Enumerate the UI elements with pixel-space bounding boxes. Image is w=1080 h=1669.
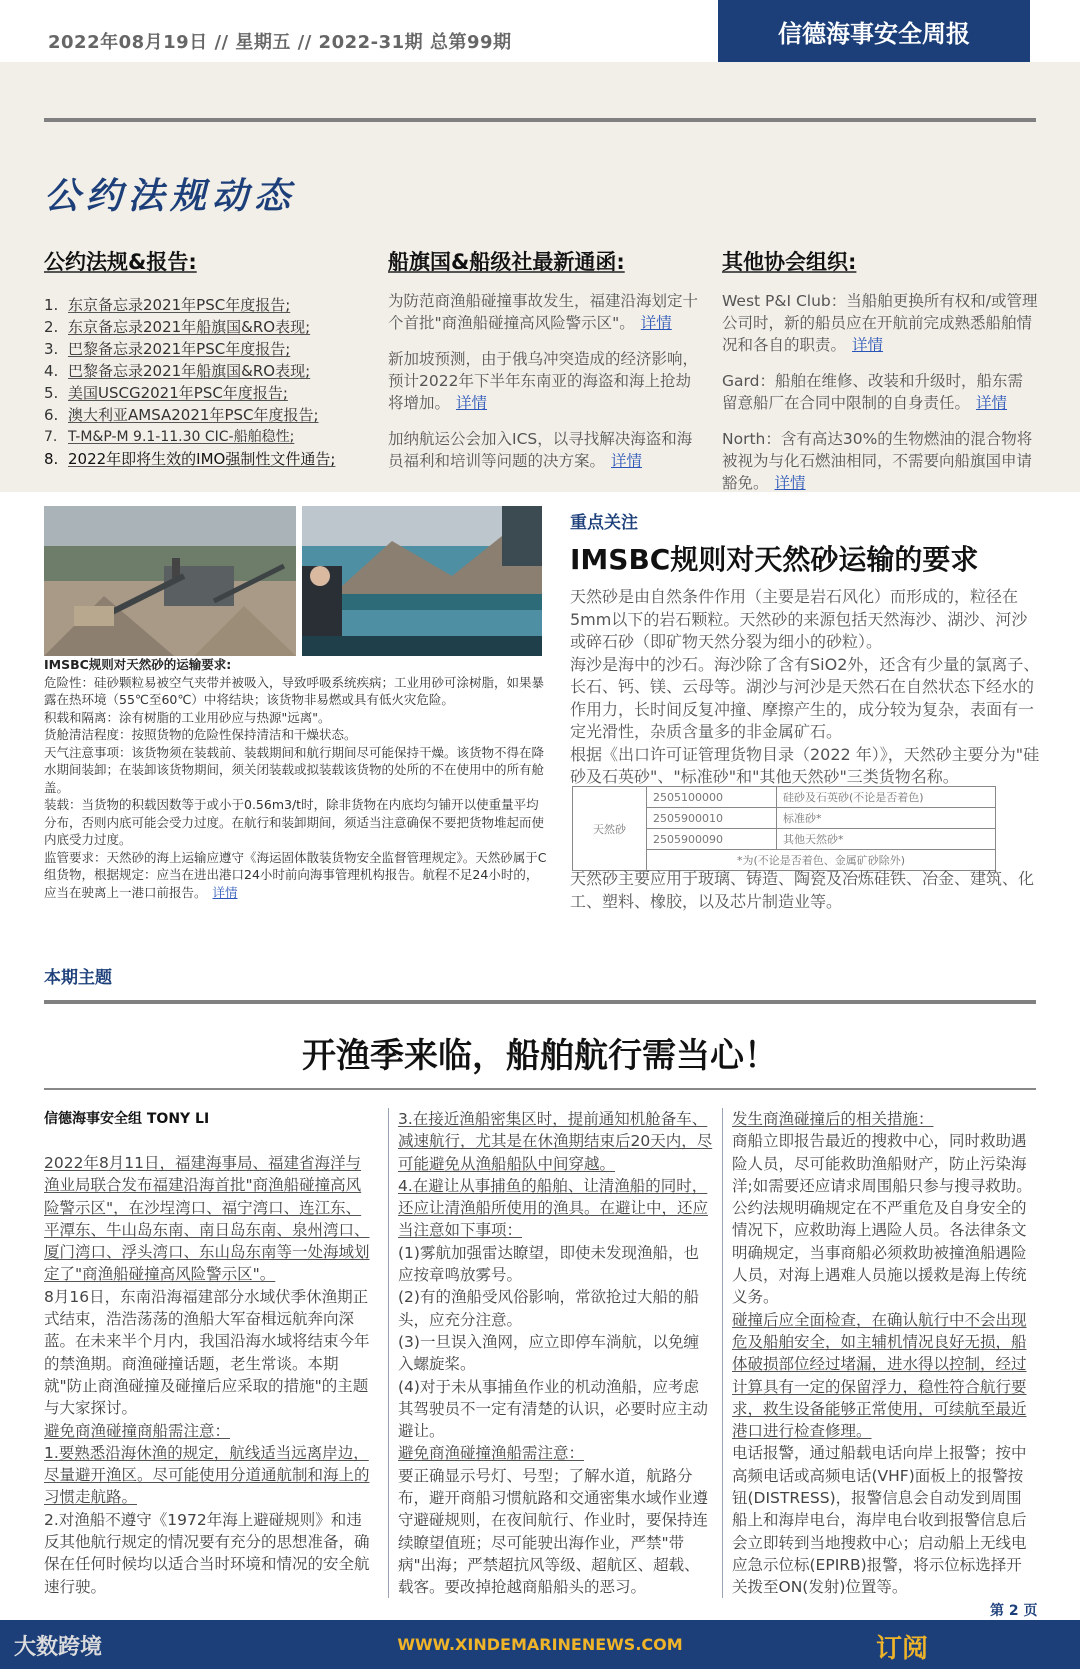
- column-divider: [722, 1108, 723, 1598]
- focus-label: 重点关注: [570, 513, 638, 533]
- article-subheading: 发生商渔碰撞后的相关措施：: [732, 1110, 934, 1128]
- article-paragraph: 8月16日，东南沿海福建部分水域伏季休渔期正式结束，浩浩荡荡的渔船大军奋楫远航奔向深蓝。在未来半个月内，我国沿海水域将结束今年的禁渔期。商渔碰撞话题，老生常谈。本期就"防止商渔碰撞及碰撞后应采取的措施"的主题与大家探讨。: [44, 1287, 370, 1418]
- org-news: [722, 290, 1038, 508]
- article-paragraph: 1.要熟悉沿海休渔的规定，航线适当远离岸边，尽量避开渔区。尽可能使用分道通航制和海上的习惯走航路。: [44, 1443, 370, 1507]
- list-item[interactable]: 2. 东京备忘录2021年船旗国&RO表现;: [44, 318, 311, 336]
- subscribe-button[interactable]: 订阅: [876, 1634, 929, 1664]
- table-cell: 2505900010: [647, 808, 777, 829]
- theme-label: 本期主题: [44, 968, 112, 988]
- col3-heading: 其他协会组织:: [722, 250, 857, 274]
- detail-link[interactable]: 详情: [212, 884, 238, 900]
- article-paragraph: (2)有的渔船受风俗影响，常欲抢过大船的船头，应充分注意。: [398, 1288, 699, 1329]
- page-footer: [0, 1620, 1080, 1669]
- news-item: 为防范商渔船碰撞事故发生，福建沿海划定十个首批"商渔船碰撞高风险警示区"。 详情: [388, 292, 699, 332]
- caption-line: 积载和隔离：涂有树脂的工业用砂应与热源"远离"。: [44, 709, 331, 725]
- article-paragraph: 碰撞后应全面检查，在确认航行中不会出现危及船舶安全，如主辅机情况良好无损，船体破损部位经过堵漏，进水得以控制，经过计算具有一定的保留浮力，稳性符合航行要求，救生设备能够正常使用，可续航至最近港口进行检查修理。: [732, 1310, 1027, 1441]
- list-item[interactable]: 3. 巴黎备忘录2021年PSC年度报告;: [44, 340, 291, 358]
- footer-url[interactable]: WWW.XINDEMARINENEWS.COM: [397, 1635, 683, 1654]
- focus-paragraph: 海沙是海中的沙石。海沙除了含有SiO2外，还含有少量的氯离子、长石、钙、镁、云母等。湖沙与河沙是天然石在自然状态下经水的作用力，长时间反复冲撞、摩擦产生的，成分较为复杂，表面有一定光滑性，杂质含量多的非金属矿石。: [570, 654, 1040, 741]
- page-header: [0, 0, 1080, 62]
- caption-line: 装载：当货物的积载因数等于或小于0.56m3/t时，除非货物在内底均匀铺开以使重量平均分布，否则内底可能会受力过度。在航行和装卸期间，须适当注意确保不要把货物堆起而使内底受力过度。: [44, 797, 545, 847]
- list-item[interactable]: 8. 2022年即将生效的IMO强制性文件通告;: [44, 450, 336, 468]
- sand-ship-photo: [302, 506, 542, 656]
- table-cell: 硅砂及石英砂(不论是否着色): [777, 787, 996, 808]
- news-item: West P&I Club：当船舶更换所有权和/或管理公司时，新的船员应在开航前完成熟悉船舶情况和各自的职责。 详情: [722, 292, 1038, 354]
- article-paragraph: 电话报警，通过船载电话向岸上报警；按中高频电话或高频电话(VHF)面板上的报警按钮(DISTRESS)，报警信息会自动发到周围船上和海岸电台，海岸电台收到报警信息后会立即转到当地搜救中心；启动船上无线电应急示位标(EPIRB)报警，将示位标选择开关拨至ON(发射)位置等。: [732, 1444, 1027, 1597]
- caption-title: IMSBC规则对天然砂的运输要求:: [44, 657, 232, 672]
- hs-code-table: [572, 786, 996, 871]
- article-paragraph: 商船立即报告最近的搜救中心，同时救助遇险人员，尽可能救助渔船财产，防止污染海洋;如需要还应请求周围船只参与搜寻救助。公约法规明确规定在不严重危及自身安全的情况下，应救助海上遇险人员。各法律条文明确规定，当事商船必须救助被撞渔船遇险人员，对海上遇难人员施以援救是海上传统义务。: [732, 1132, 1032, 1307]
- caption-line: 货舱清洁程度：按照货物的危险性保持清洁和干燥状态。: [44, 727, 357, 742]
- caption-line: 天气注意事项：该货物须在装载前、装载期间和航行期间尽可能保持干燥。该货物不得在降水期间装卸；在装卸该货物期间，须关闭装载或拟装载该货物的处所的不在使用中的所有舱盖。: [44, 744, 545, 795]
- news-item: Gard：船舶在维修、改装和升级时，船东需留意船厂在合同中限制的自身责任。 详情: [722, 372, 1023, 412]
- watermark: 大数跨境: [14, 1635, 103, 1660]
- article-paragraph: 2022年8月11日，福建海事局、福建省海洋与渔业局联合发布福建沿海首批"商渔船碰撞高风险警示区"，在沙埕湾口、福宁湾口、连江东、平潭东、牛山岛东南、南日岛东南、泉州湾口、厦门湾口、浮头湾口、东山岛东南等一处海域划定了"商渔船碰撞高风险警示区"。: [44, 1154, 370, 1284]
- article-paragraph: 要正确显示号灯、号型；了解水道，航路分布，避开商船习惯航路和交通密集水域作业遵守避碰规则，在夜间航行、作业时，要保持连续瞭望值班；尽可能驶出海作业，严禁"带病"出海；严禁超抗风等级、超航区、超载、载客。要改掉抢越商船船头的恶习。: [398, 1466, 709, 1597]
- list-item[interactable]: 1. 东京备忘录2021年PSC年度报告;: [44, 296, 291, 314]
- col1-heading: 公约法规&报告:: [44, 250, 197, 274]
- table-cell: 2505900090: [647, 829, 777, 850]
- news-item: 新加坡预测，由于俄乌冲突造成的经济影响，预计2022年下半年东南亚的海盗和海上抢劫将增加。 详情: [388, 350, 699, 412]
- sand-plant-photo: [44, 506, 296, 656]
- detail-link[interactable]: 详情: [774, 474, 806, 492]
- list-item[interactable]: 6. 澳大利亚AMSA2021年PSC年度报告;: [44, 406, 319, 424]
- list-item[interactable]: 5. 美国USCG2021年PSC年度报告;: [44, 384, 288, 402]
- article-col-3: [732, 1108, 1032, 1599]
- list-item[interactable]: 4. 巴黎备忘录2021年船旗国&RO表现;: [44, 362, 311, 380]
- table-cell: 2505100000: [647, 787, 777, 808]
- article-paragraph: (1)雾航加强雷达瞭望，即使未发现渔船，也应按章鸣放雾号。: [398, 1243, 699, 1285]
- article-subheading: 避免商渔碰撞渔船需注意：: [398, 1444, 585, 1463]
- column-divider: [388, 1108, 389, 1598]
- article-col-1: [44, 1152, 374, 1598]
- headline: 开渔季来临，船舶航行需当心！: [302, 1036, 778, 1076]
- page-number: 第 2 页: [990, 1603, 1038, 1619]
- headline-divider: [44, 1088, 1036, 1090]
- list-item[interactable]: 7. T-M&P-M 9.1-11.30 CIC-船舶稳性;: [44, 429, 295, 445]
- news-item: 加纳航运公会加入ICS，以寻找解决海盗和海员福利和培训等问题的决方案。 详情: [388, 430, 693, 470]
- detail-link[interactable]: 详情: [976, 394, 1008, 412]
- byline: 信德海事安全组 TONY LI: [44, 1111, 210, 1127]
- table-row: [573, 787, 996, 808]
- focus-body: [570, 586, 1040, 789]
- top-divider: [44, 118, 1036, 122]
- caption-line: 监管要求：天然砂的海上运输应遵守《海运固体散装货物安全监督管理规定》。天然砂属于C组货物，根据规定：应当在进出港口24小时前向海事管理机构报告。航程不足24小时的，应当在驶离上一港口前报告。 详情: [44, 849, 547, 900]
- article-paragraph: (3)一旦误入渔网，应立即停车淌航，以免缠入螺旋桨。: [398, 1332, 699, 1374]
- article-paragraph: 3.在接近渔船密集区时，提前通知机舱备车、减速航行，尤其是在休渔期结束后20天内，尽可能避免从渔船船队中间穿越。: [398, 1110, 713, 1173]
- section-title: 公约法规动态: [44, 176, 297, 217]
- regulations-list: [44, 294, 374, 470]
- article-paragraph: 2.对渔船不遵守《1972年海上避碰规则》和违反其他航行规定的情况要有充分的思想准备，确保在任何时候均以适合当时环境和情况的安全航速行驶。: [44, 1510, 370, 1596]
- article-subheading: 避免商渔碰撞商船需注意：: [44, 1421, 231, 1440]
- table-note: *为(不论是否着色、金属矿砂除外): [647, 850, 996, 871]
- col2-heading: 船旗国&船级社最新通函:: [388, 250, 625, 274]
- focus-paragraph: 天然砂主要应用于玻璃、铸造、陶瓷及冶炼硅铁、冶金、建筑、化工、塑料、橡胶，以及芯片制造业等。: [570, 869, 1035, 911]
- brand-title: 信德海事安全周报: [718, 0, 1030, 62]
- issue-line: 2022年08月19日 // 星期五 // 2022-31期 总第99期: [48, 32, 512, 53]
- detail-link[interactable]: 详情: [852, 336, 884, 354]
- focus-title: IMSBC规则对天然砂运输的要求: [570, 543, 979, 576]
- photo-caption: [44, 656, 550, 901]
- detail-link[interactable]: 详情: [456, 394, 488, 412]
- caption-line: 危险性：硅砂颗粒易被空气夹带并被吸入，导致呼吸系统疾病；工业用砂可涂树脂，如果暴露在热环境（55℃至60℃）中将结块；该货物非易燃或具有低火灾危险。: [44, 674, 545, 707]
- focus-paragraph: 根据《出口许可证管理货物目录（2022 年）》，天然砂主要分为"硅砂及石英砂"、"标准砂"和"其他天然砂"三类货物名称。: [570, 744, 1040, 786]
- flag-news: [388, 290, 706, 486]
- article-paragraph: 4.在避让从事捕鱼的船舶、让清渔船的同时，还应让清渔船所使用的渔具。在避让中，还应当注意如下事项：: [398, 1176, 709, 1240]
- article-col-2: [398, 1108, 714, 1599]
- table-cell: 标准砂*: [777, 808, 996, 829]
- article-paragraph: (4)对于未从事捕鱼作业的机动渔船，应考虑其驾驶员不一定有清楚的认识，必要时应主动避让。: [398, 1377, 709, 1441]
- detail-link[interactable]: 详情: [640, 314, 672, 332]
- table-category: 天然砂: [573, 787, 647, 871]
- news-item: North：含有高达30%的生物燃油的混合物将被视为与化石燃油相同，不需要向船旗国申请豁免。 详情: [722, 430, 1033, 492]
- focus-paragraph: 天然砂是由自然条件作用（主要是岩石风化）而形成的，粒径在5mm以下的岩石颗粒。天然砂的来源包括天然海沙、湖沙、河沙或碎石砂（即矿物天然分裂为细小的砂粒）。: [570, 587, 1028, 651]
- theme-divider: [44, 1000, 1036, 1004]
- detail-link[interactable]: 详情: [611, 452, 643, 470]
- table-cell: 其他天然砂*: [777, 829, 996, 850]
